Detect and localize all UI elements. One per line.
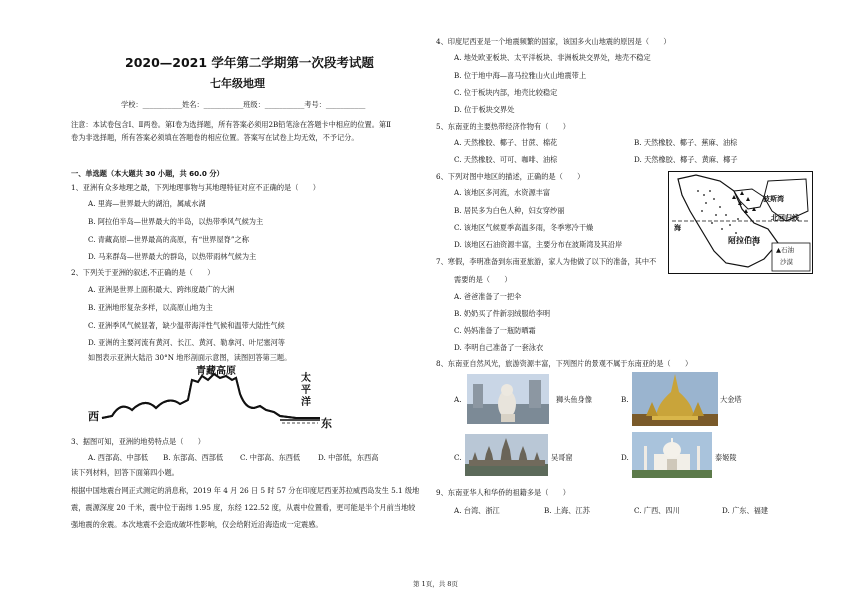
q5-option-c: C. 天然橡胶、可可、咖啡、油棕 xyxy=(454,155,558,164)
q9-option-a: A. 台湾、浙江 xyxy=(454,506,500,515)
map-legend-oil: ▲石油 xyxy=(776,246,794,254)
q3-stem: 3、据图可知，亚洲的地势特点是（ ） xyxy=(71,437,205,446)
q8-letter-b: B. xyxy=(621,395,629,404)
q2-option-a: A. 亚洲是世界上面积最大、跨纬度最广的大洲 xyxy=(88,285,235,294)
q9-option-c: C. 广西、四川 xyxy=(634,506,680,515)
merlion-photo xyxy=(467,374,549,424)
taj-mahal-photo xyxy=(632,432,712,478)
notice-line-1: 注意：本试卷包含Ⅰ、Ⅱ两卷。第Ⅰ卷为选择题，所有答案必须用2B铅笔涂在答题卡中相应的位置。第Ⅱ xyxy=(71,120,391,129)
q4-option-b: B. 位于地中海—喜马拉雅山火山地震带上 xyxy=(454,71,587,80)
q9-option-b: B. 上海、江苏 xyxy=(544,506,590,515)
q8-letter-d: D. xyxy=(621,453,629,462)
q8-letter-c: C. xyxy=(454,453,462,462)
material-line-3: 强地震的余震。本次地震不会造成破坏性影响，仅会给附近沿海造成一定震感。 xyxy=(71,520,323,529)
profile-label-ocean-1: 太 xyxy=(301,373,311,384)
q2-stem: 2、下列关于亚洲的叙述,不正确的是（ ） xyxy=(71,268,215,277)
profile-label-plateau: 青藏高原 xyxy=(196,366,236,377)
exam-title: 2020—2021 学年第二学期第一次段考试题 xyxy=(125,55,374,70)
q7-stem-cont: 需要的是（ ） xyxy=(454,275,512,284)
q8-caption-a: 狮头鱼身像 xyxy=(556,395,592,404)
exam-subject: 七年级地理 xyxy=(210,77,265,90)
q8-letter-a: A. xyxy=(454,395,462,404)
q2-option-d: D. 亚洲的主要河流有黄河、长江、黄河、勒拿河、叶尼塞河等 xyxy=(88,338,285,347)
q8-caption-b: 大金塔 xyxy=(720,395,742,404)
q2-option-b: B. 亚洲地形复杂多样，以高原山地为主 xyxy=(88,303,213,312)
q8-stem: 8、东南亚自然风光，旅游资源丰富，下列图片的景观不属于东南亚的是（ ） xyxy=(436,359,693,368)
q6-option-b: B. 居民多为白色人种，妇女穿纱丽 xyxy=(454,206,565,215)
q8-caption-c: 吴哥窟 xyxy=(551,453,573,462)
section-heading: 一、单选题（本大题共 30 小题，共 60.0 分） xyxy=(71,169,224,178)
q4-option-c: C. 位于板块内部，地壳比较稳定 xyxy=(454,88,558,97)
q3-option-c: C. 中部高、东西低 xyxy=(240,453,301,462)
page-number: 第 1页，共 8页 xyxy=(413,580,458,588)
q9-option-d: D. 广东、福建 xyxy=(722,506,769,515)
q6-option-d: D. 该地区石油资源丰富，主要分布在波斯湾及其沿岸 xyxy=(454,240,623,249)
profile-label-ocean-2: 平 xyxy=(301,385,311,396)
material-line-2: 震，震源深度 20 千米，震中位于南纬 1.95 度，东经 122.52 度，从震中位置看，更可能是半个月前当地较 xyxy=(71,503,416,512)
q4-stem: 4、印度尼西亚是一个地震频繁的国家，该国多火山地震的原因是（ ） xyxy=(436,37,671,46)
q7-option-c: C. 妈妈准备了一瓶防晒霜 xyxy=(454,326,536,335)
map-label-sea-left: 海 xyxy=(674,224,681,232)
q7-stem: 7、寒假，李明准备到东南亚旅游，家人为他做了以下的准备，其中不 xyxy=(436,257,657,266)
map-label-arabian-sea: 阿拉伯海 xyxy=(728,236,760,245)
q7-option-d: D. 李明自己准备了一套泳衣 xyxy=(454,343,544,352)
student-info-line: 学校：___________姓名：___________班级：___________考号：___________ xyxy=(121,100,366,109)
material-line-1: 根据中国地震台网正式测定的消息称，2019 年 4 月 26 日 5 时 57 分在印度尼西亚苏拉威西岛发生 5.1 级地 xyxy=(71,486,420,495)
q5-option-d: D. 天然橡胶、椰子、黄麻、椰子 xyxy=(634,155,738,164)
q8-caption-d: 泰姬陵 xyxy=(715,453,737,462)
angkor-wat-photo xyxy=(465,434,548,476)
q1-option-c: C. 青藏高原—世界最高的高原，有“世界屋脊”之称 xyxy=(88,235,249,244)
notice-line-2: 卷为非选择题，所有答案必须填在答题卷的相应位置。答案写在试卷上均无效，不予记分。 xyxy=(71,133,359,142)
map-label-gulf: 波斯湾 xyxy=(763,195,784,203)
profile-intro: 如图表示亚洲大陆沿 30°N 地形剖面示意图，读图回答第三题。 xyxy=(88,353,292,362)
shwedagon-photo xyxy=(632,372,718,426)
q7-option-b: B. 奶奶买了件新羽绒服给李明 xyxy=(454,309,551,318)
q1-option-a: A. 里海—世界最大的湖泊，属咸水湖 xyxy=(88,199,206,208)
map-legend-desert: 沙漠 xyxy=(780,258,793,266)
q1-option-d: D. 马来群岛—世界最大的群岛，以热带雨林气候为主 xyxy=(88,252,257,261)
profile-label-east: 东 xyxy=(321,417,332,430)
q1-option-b: B. 阿拉伯半岛—世界最大的半岛，以热带季风气候为主 xyxy=(88,217,264,226)
q6-option-a: A. 该地区多河流，水资源丰富 xyxy=(454,188,551,197)
q1-stem: 1、亚洲有众多地理之最，下列地理事物与其地理特征对应不正确的是（ ） xyxy=(71,183,320,192)
q4-option-a: A. 地处欧亚板块、太平洋板块、非洲板块交界处，地壳不稳定 xyxy=(454,53,651,62)
read-material-prompt: 读下列材料，回答下面第四小题。 xyxy=(71,468,179,477)
q3-option-d: D. 中部低，东西高 xyxy=(318,453,379,462)
q4-option-d: D. 位于板块交界处 xyxy=(454,105,515,114)
map-label-tropic: 北回归线 xyxy=(771,214,799,222)
profile-label-ocean-3: 洋 xyxy=(301,397,311,408)
q9-stem: 9、东南亚华人和华侨的祖籍多是（ ） xyxy=(436,488,570,497)
q2-option-c: C. 亚洲季风气候显著，缺少温带海洋性气候和温带大陆性气候 xyxy=(88,321,285,330)
q3-option-a: A. 西部高、中部低 xyxy=(88,453,149,462)
q5-option-a: A. 天然橡胶、椰子、甘蔗、棉花 xyxy=(454,138,558,147)
q5-stem: 5、东南亚的主要热带经济作物有（ ） xyxy=(436,122,570,131)
q7-option-a: A. 爸爸准备了一把伞 xyxy=(454,292,522,301)
q3-option-b: B. 东部高、西部低 xyxy=(163,453,224,462)
q5-option-b: B. 天然橡胶、椰子、蕉麻、油棕 xyxy=(634,138,738,147)
profile-label-west: 西 xyxy=(88,410,99,423)
q6-option-c: C. 该地区气候夏季高温多雨，冬季寒冷干燥 xyxy=(454,223,594,232)
q6-stem: 6、下列对图中地区的描述，正确的是（ ） xyxy=(436,172,585,181)
